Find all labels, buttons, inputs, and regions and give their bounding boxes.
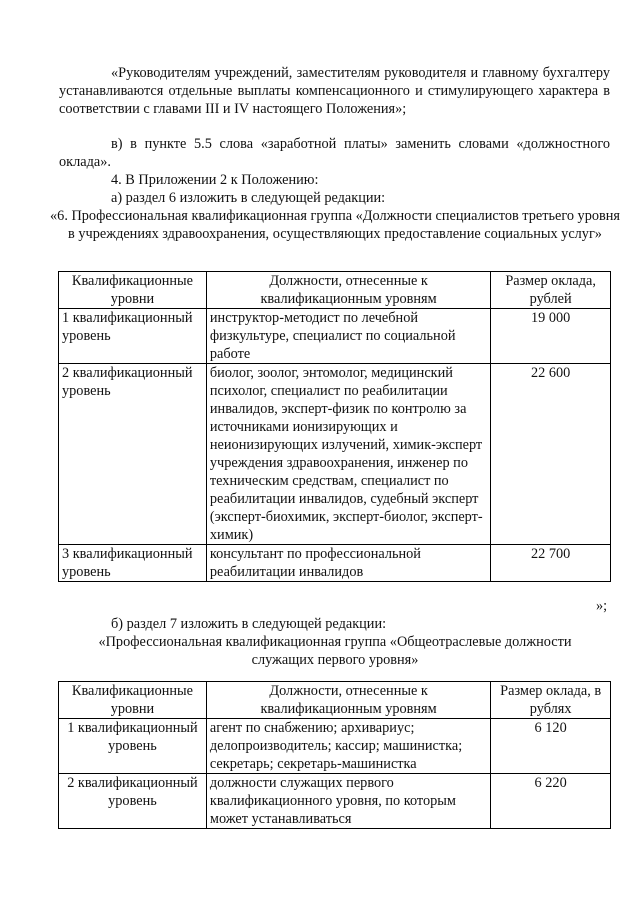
header-levels: Квалификационные уровни: [59, 682, 207, 719]
table-header-row: [59, 682, 611, 719]
header-positions: Должности, отнесенные к квалификационным уровням: [206, 682, 490, 719]
table-row: [59, 364, 611, 545]
positions-cell: инструктор-методист по лечебной физкультуре, специалист по социальной работе: [206, 309, 490, 364]
salary-cell: 6 120: [491, 719, 611, 774]
positions-cell: должности служащих первого квалификационного уровня, по которым может устанавливаться: [206, 774, 490, 829]
table-header-row: [59, 272, 611, 309]
positions-cell: агент по снабжению; архивариус; делопроизводитель; кассир; машинистка; секретарь; секретарь-машинистка: [206, 719, 490, 774]
level-cell: 2 квалификационный уровень: [59, 774, 207, 829]
table-row: [59, 774, 611, 829]
salary-cell: 6 220: [491, 774, 611, 829]
level-cell: 1 квалификационный уровень: [59, 719, 207, 774]
header-levels: Квалификационные уровни: [59, 272, 207, 309]
paragraph-managers-payments: «Руководителям учреждений, заместителям руководителя и главному бухгалтеру устанавливаются отдельные выплаты компенсационного и стимулирующего характера в соответствии с главами III и IV настоящего Положения»;: [59, 65, 610, 117]
paragraph-item-b: б) раздел 7 изложить в следующей редакции:: [111, 616, 387, 632]
positions-cell: консультант по профессиональной реабилитации инвалидов: [206, 545, 490, 582]
table-row: [59, 719, 611, 774]
header-salary: Размер оклада, рублей: [491, 272, 611, 309]
header-positions: Должности, отнесенные к квалификационным уровням: [206, 272, 490, 309]
paragraph-item-a: а) раздел 6 изложить в следующей редакции:: [111, 190, 386, 206]
positions-cell: биолог, зоолог, энтомолог, медицинский психолог, специалист по реабилитации инвалидов, эксперт-физик по контролю за источниками ионизирующих и неионизирующих излучений, химик-эксперт учреждения здравоохранения, инженер по техническим средствам, специалист по реабилитации инвалидов, судебный эксперт (эксперт-биохимик, эксперт-биолог, эксперт-химик): [206, 364, 490, 545]
level-cell: 3 квалификационный уровень: [59, 545, 207, 582]
qualification-table-2: [58, 681, 611, 829]
qualification-table-1: [58, 271, 611, 582]
level-cell: 2 квалификационный уровень: [59, 364, 207, 545]
salary-cell: 22 600: [491, 364, 611, 545]
level-cell: 1 квалификационный уровень: [59, 309, 207, 364]
paragraph-item-v: в) в пункте 5.5 слова «заработной платы» заменить словами «должностного оклада».: [59, 136, 610, 170]
table-row: [59, 545, 611, 582]
table-row: [59, 309, 611, 364]
closing-quote: »;: [596, 598, 608, 614]
salary-cell: 19 000: [491, 309, 611, 364]
salary-cell: 22 700: [491, 545, 611, 582]
header-salary: Размер оклада, в рублях: [491, 682, 611, 719]
paragraph-item-4: 4. В Приложении 2 к Положению:: [111, 172, 319, 188]
section-7-heading: «Профессиональная квалификационная группа «Общеотраслевые должности служащих первого уровня»: [98, 634, 572, 668]
section-6-heading: «6. Профессиональная квалификационная группа «Должности специалистов третьего уровня в учреждениях здравоохранения, осуществляющих предоставление социальных услуг»: [50, 208, 620, 242]
